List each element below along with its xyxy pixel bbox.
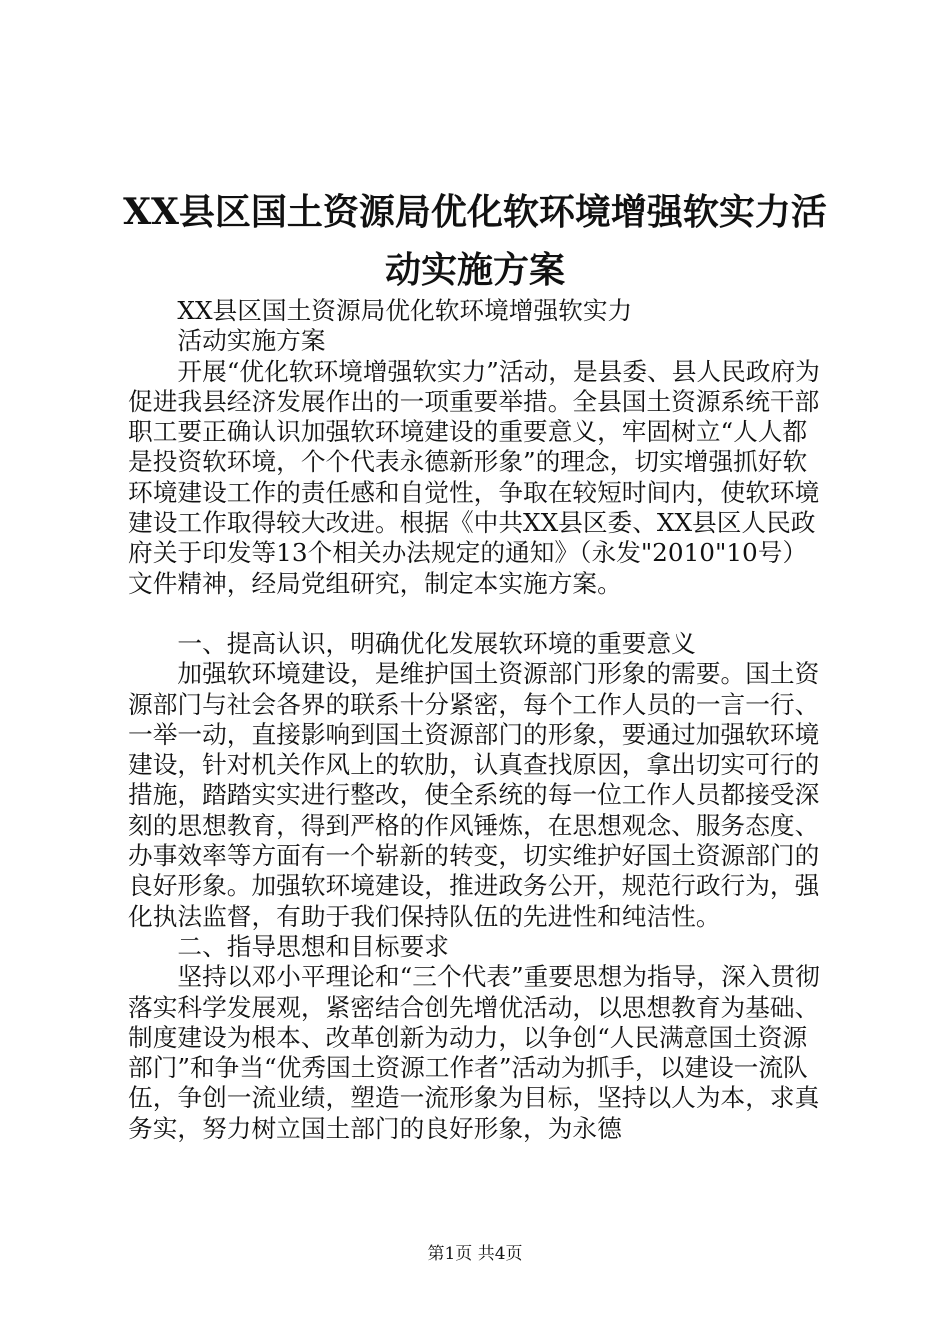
document-title-line-1: XX县区国土资源局优化软环境增强软实力活 [123, 191, 827, 233]
section-2-heading: 二、指导思想和目标要求 [177, 931, 449, 961]
page-number-footer: 第1页 共4页 [427, 1244, 523, 1264]
section-2-paragraph: 坚持以邓小平理论和“三个代表”重要思想为指导，深入贯彻落实科学发展观，紧密结合创先增优活动，以思想教育为基础、制度建设为根本、改革创新为动力，以争创“人民满意国土资源部门”和争当“优秀国土资源工作者”活动为抓手，以建设一流队伍，争创一流业绩，塑造一流形象为目标，坚持以人为本，求真务实，努力树立国土部门的良好形象，为永德 [128, 962, 820, 1143]
subtitle-line-2: 活动实施方案 [177, 326, 326, 356]
document-title-line-2: 动实施方案 [384, 249, 565, 291]
section-1-paragraph: 加强软环境建设，是维护国土资源部门形象的需要。国土资源部门与社会各界的联系十分紧密，每个工作人员的一言一行、一举一动，直接影响到国土资源部门的形象，要通过加强软环境建设，针对机关作风上的软肋，认真查找原因，拿出切实可行的措施，踏踏实实进行整改，使全系统的每一位工作人员都接受深刻的思想教育，得到严格的作风锤炼，在思想观念、服务态度、办事效率等方面有一个崭新的转变，切实维护好国土资源部门的良好形象。加强软环境建设，推进政务公开，规范行政行为，强化执法监督，有助于我们保持队伍的先进性和纯洁性。 [128, 659, 820, 931]
subtitle-line-1: XX县区国土资源局优化软环境增强软实力 [177, 296, 633, 325]
paragraph-spacer [128, 599, 830, 629]
section-1-heading: 一、提高认识，明确优化发展软环境的重要意义 [177, 628, 696, 658]
document-body [128, 296, 830, 1144]
intro-paragraph: 开展“优化软环境增强软实力”活动，是县委、县人民政府为促进我县经济发展作出的一项重要举措。全县国土资源系统干部职工要正确认识加强软环境建设的重要意义，牢固树立“人人都是投资软环境，个个代表永德新形象”的理念，切实增强抓好软环境建设工作的责任感和自觉性，争取在较短时间内，使软环境建设工作取得较大改进。根据《中共XX县区委、XX县区人民政府关于印发等13个相关办法规定的通知》（永发"2010"10号）文件精神，经局党组研究，制定本实施方案。 [128, 356, 820, 598]
